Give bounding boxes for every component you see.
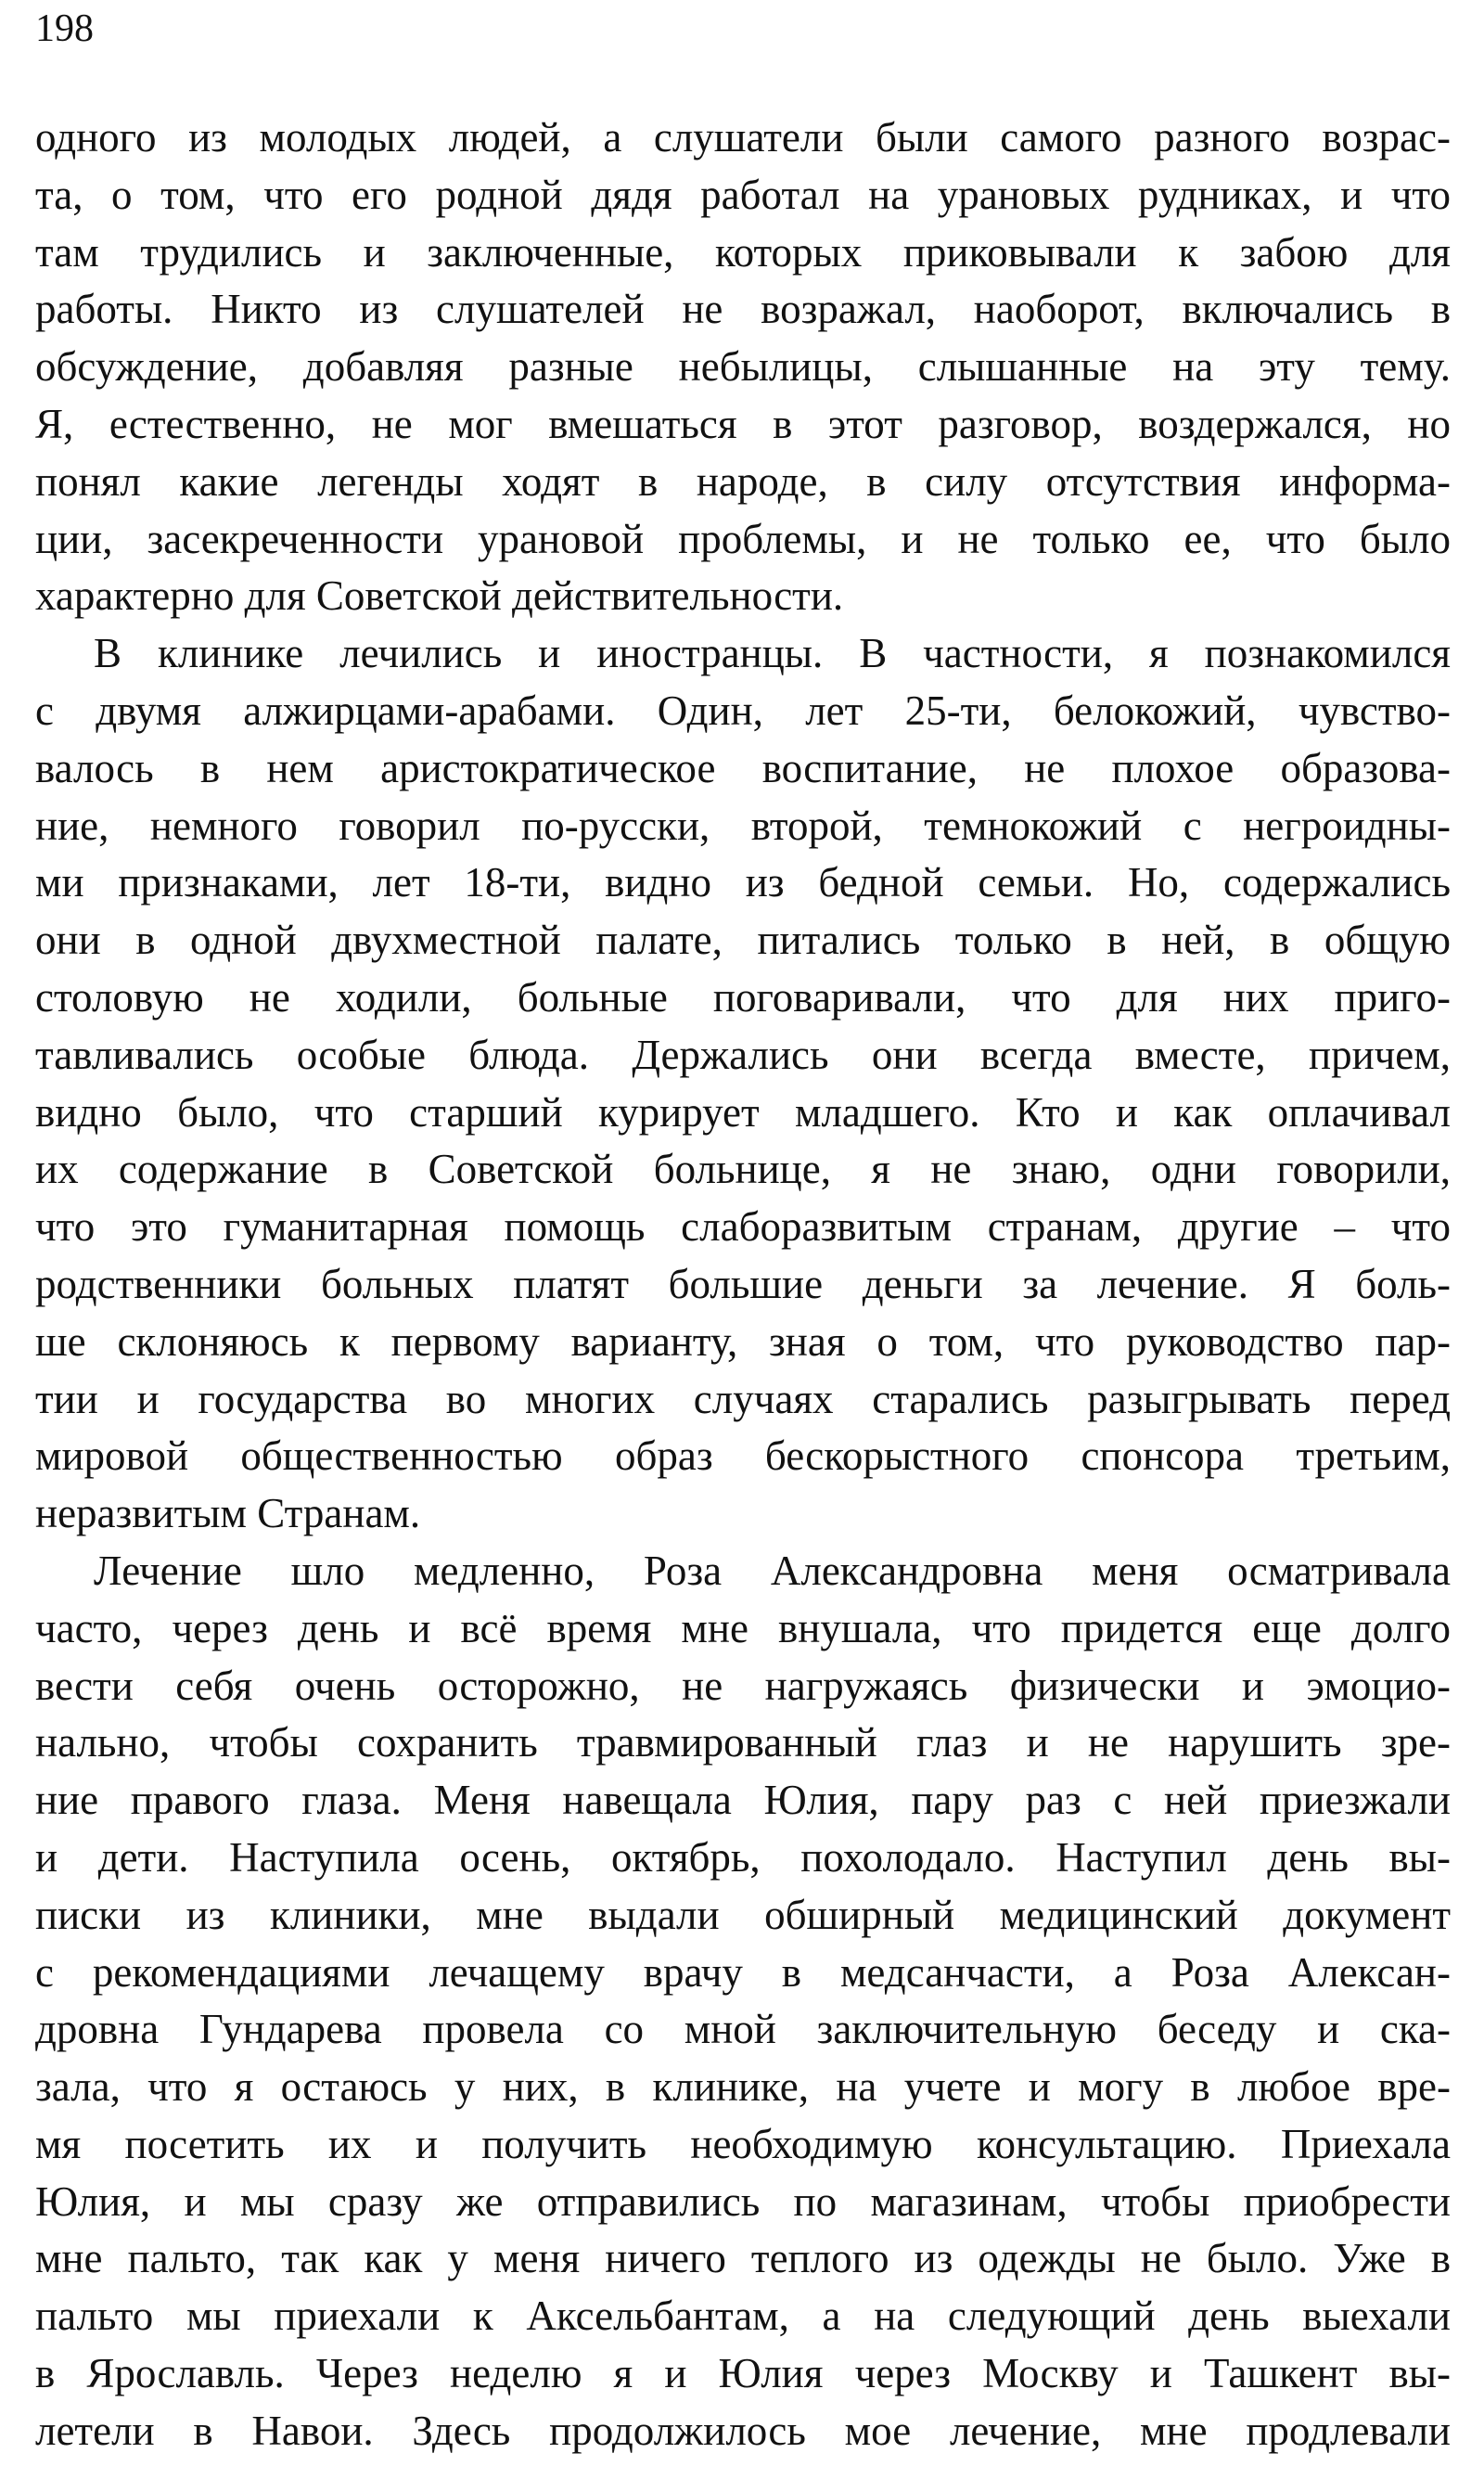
text-line: с двумя алжирцами-арабами. Один, лет 25-ти, белокожий, чувство-: [35, 687, 1451, 734]
text-line: та, о том, что его родной дядя работал на урановых рудниках, и что: [35, 171, 1451, 218]
text-line: характерно для Советской действительности.: [35, 572, 844, 620]
body-text: [35, 109, 1451, 2460]
text-line: что это гуманитарная помощь слаборазвитым странам, другие – что: [35, 1203, 1451, 1251]
text-line: неразвитым Странам.: [35, 1490, 421, 1537]
text-line: тии и государства во многих случаях старались разыгрывать перед: [35, 1375, 1451, 1422]
text-line: мя посетить их и получить необходимую консультацию. Приехала: [35, 2120, 1451, 2167]
text-line: понял какие легенды ходят в народе, в силу отсутствия информа-: [35, 457, 1451, 505]
text-line: пальто мы приехали к Аксельбантам, а на следующий день выехали: [35, 2293, 1451, 2340]
text-line: нально, чтобы сохранить травмированный глаз и не нарушить зре-: [35, 1719, 1451, 1766]
text-line: валось в нем аристократическое воспитание, не плохое образова-: [35, 744, 1451, 791]
text-line: писки из клиники, мне выдали обширный медицинский документ: [35, 1891, 1451, 1938]
text-line: часто, через день и всё время мне внушала, что придется еще долго: [35, 1604, 1451, 1651]
text-line: дровна Гундарева провела со мной заключительную беседу и ска-: [35, 2006, 1451, 2053]
text-line: ние правого глаза. Меня навещала Юлия, пару раз с ней приезжали: [35, 1777, 1451, 1824]
text-line: их содержание в Советской больнице, я не знаю, одни говорили,: [35, 1146, 1451, 1193]
text-line: ше склоняюсь к первому варианту, зная о том, что руководство пар-: [35, 1317, 1451, 1365]
text-line: с рекомендациями лечащему врачу в медсанчасти, а Роза Алексан-: [35, 1948, 1451, 1996]
text-line: и дети. Наступила осень, октябрь, похолодало. Наступил день вы-: [35, 1833, 1451, 1881]
text-line: тавливались особые блюда. Держались они всегда вместе, причем,: [35, 1031, 1451, 1078]
text-line: они в одной двухместной палате, питались только в ней, в общую: [35, 917, 1451, 964]
text-line: ми признаками, лет 18-ти, видно из бедной семьи. Но, содержались: [35, 859, 1451, 906]
text-line: ние, немного говорил по-русски, второй, темнокожий с негроидны-: [35, 802, 1451, 849]
text-line: летели в Навои. Здесь продолжилось мое лечение, мне продлевали: [35, 2407, 1451, 2454]
text-line: там трудились и заключенные, которых приковывали к забою для: [35, 228, 1451, 276]
text-line: мировой общественностью образ бескорыстного спонсора третьим,: [35, 1432, 1451, 1480]
text-line: столовую не ходили, больные поговаривали, что для них приго-: [35, 973, 1451, 1021]
text-line: В клинике лечились и иностранцы. В частности, я познакомился: [94, 630, 1451, 677]
page-number: 198: [35, 7, 94, 50]
text-line: мне пальто, так как у меня ничего теплого из одежды не было. Уже в: [35, 2235, 1451, 2282]
text-line: вести себя очень осторожно, не нагружаясь физически и эмоцио-: [35, 1662, 1451, 1709]
text-line: ции, засекреченности урановой проблемы, и не только ее, что было: [35, 515, 1451, 562]
text-line: одного из молодых людей, а слушатели были самого разного возрас-: [35, 114, 1451, 161]
text-line: работы. Никто из слушателей не возражал, наоборот, включались в: [35, 286, 1451, 333]
text-line: Я, естественно, не мог вмешаться в этот разговор, воздержался, но: [35, 400, 1451, 447]
text-line: в Ярославль. Через неделю я и Юлия через Москву и Ташкент вы-: [35, 2350, 1451, 2397]
text-line: Юлия, и мы сразу же отправились по магазинам, чтобы приобрести: [35, 2177, 1451, 2225]
text-line: зала, что я остаюсь у них, в клинике, на учете и могу в любое вре-: [35, 2063, 1451, 2111]
text-line: Лечение шло медленно, Роза Александровна меня осматривала: [94, 1547, 1451, 1594]
text-line: видно было, что старший курирует младшего. Кто и как оплачивал: [35, 1088, 1451, 1136]
text-line: родственники больных платят большие деньги за лечение. Я боль-: [35, 1260, 1451, 1307]
text-line: обсуждение, добавляя разные небылицы, слышанные на эту тему.: [35, 343, 1451, 391]
